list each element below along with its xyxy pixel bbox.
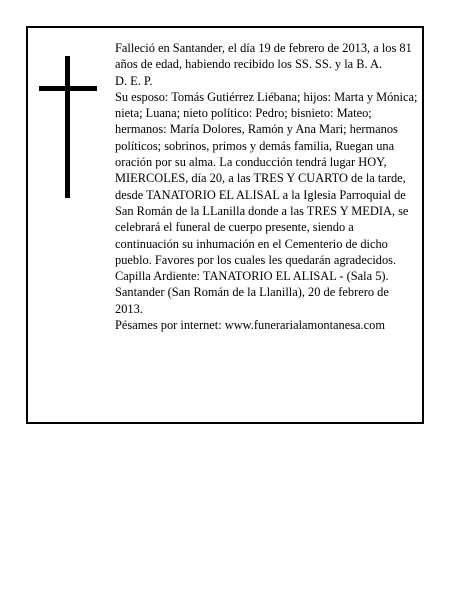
cross-icon (65, 56, 70, 198)
cross-icon-bar (39, 86, 97, 91)
obituary-notice (26, 26, 424, 424)
place-date: Santander (San Román de la Llanilla), 20 de febrero de 2013. (115, 285, 389, 316)
obituary-text (115, 40, 419, 333)
death-announcement: Falleció en Santander, el día 19 de febrero de 2013, a los 81 años de edad, habiendo recibido los SS. SS. y la B. A. (115, 41, 412, 72)
obituary-body: Su esposo: Tomás Gutiérrez Liébana; hijos: Marta y Mónica; nieta; Luana; nieto político: Pedro; bisnieto: Mateo; hermanos: María Dolores, Ramón y Ana Mari; hermanos políticos; sobrinos, primos y demás familia, Ruegan una oración por su alma. La conducción tendrá lugar HOY, MIERCOLES, día 20, a las TRES Y CUARTO de la tarde, desde TANATORIO EL ALISAL a la Iglesia Parroquial de San Román de la LLanilla donde a las TRES Y MEDIA, se celebrará el funeral de cuerpo presente, siendo a continuación su inhumación en el Cementerio de dicho pueblo. Favores por los cuales les quedarán agradecidos. Capilla Ardiente: TANATORIO EL ALISAL - (Sala 5). (115, 89, 418, 284)
rip-line: D. E. P. (115, 73, 153, 88)
condolences-line: Pésames por internet: www.funerarialamontanesa.com (115, 318, 385, 333)
